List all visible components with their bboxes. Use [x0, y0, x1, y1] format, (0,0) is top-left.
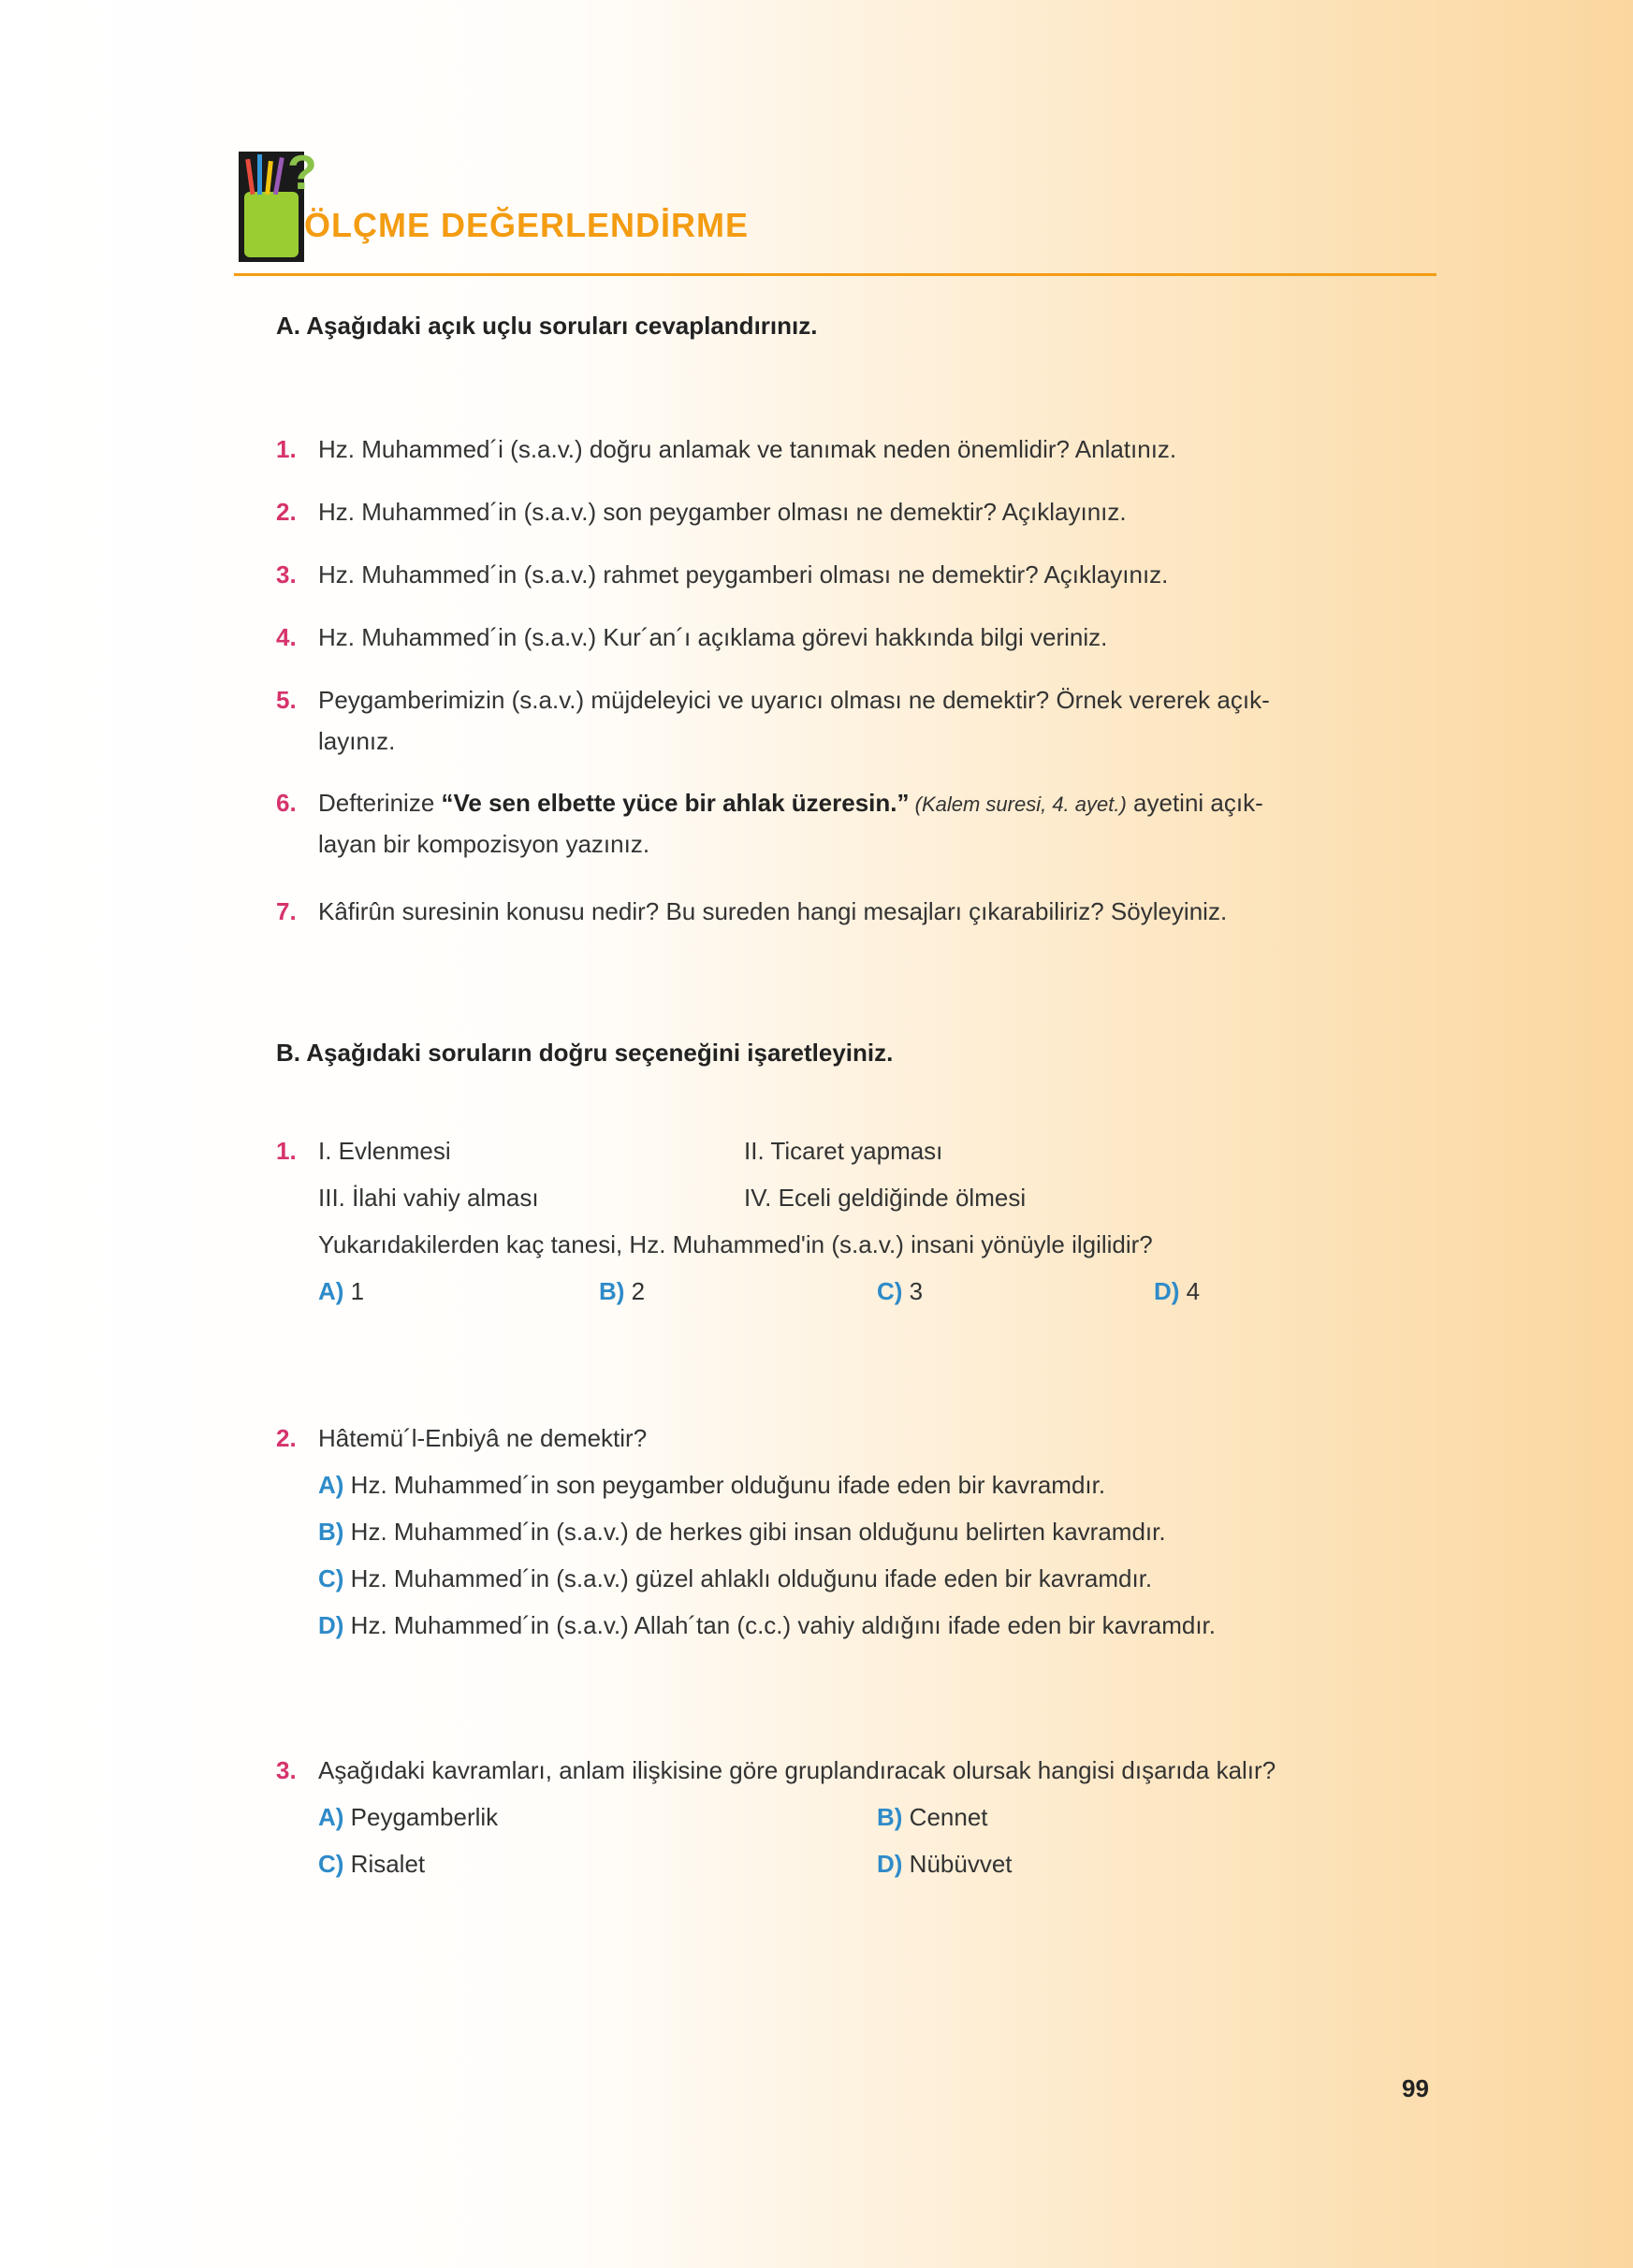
question-stem: Aşağıdaki kavramları, anlam ilişkisine göre gruplandıracak olursak hangisi dışarıda kalır?: [318, 1756, 1276, 1784]
question-text: Hz. Muhammed´in (s.a.v.) son peygamber olması ne demektir? Açıklayınız.: [318, 498, 1127, 526]
question-number: 3.: [276, 1756, 297, 1784]
premise-item: II. Ticaret yapması: [744, 1137, 943, 1165]
question-b3: [276, 1750, 1455, 1890]
question-number: 1.: [276, 435, 297, 463]
question-number: 2.: [276, 498, 297, 526]
pencil-cup-question-icon: [239, 140, 317, 262]
list-item: [276, 782, 1455, 865]
premise-item: I. Evlenmesi: [318, 1137, 451, 1165]
section-a-heading: A. Aşağıdaki açık uçlu soruları cevaplandırınız.: [276, 312, 818, 340]
question-text-continued: layınız.: [318, 727, 396, 755]
question-text-continued: layan bir kompozisyon yazınız.: [318, 830, 650, 858]
question-number: 3.: [276, 560, 297, 589]
option-c[interactable]: C) Hz. Muhammed´in (s.a.v.) güzel ahlaklı olduğunu ifade eden bir kavramdır.: [318, 1564, 1153, 1592]
header-divider: [234, 273, 1436, 276]
list-item: [276, 617, 1455, 658]
option-b[interactable]: B) Cennet: [877, 1803, 988, 1831]
option-a[interactable]: A) Hz. Muhammed´in son peygamber olduğunu ifade eden bir kavramdır.: [318, 1471, 1106, 1499]
question-number: 2.: [276, 1424, 297, 1452]
question-number: 7.: [276, 897, 297, 925]
question-text-pre: Defterinize: [318, 789, 442, 817]
question-text: Hz. Muhammed´i (s.a.v.) doğru anlamak ve tanımak neden önemlidir? Anlatınız.: [318, 435, 1177, 463]
question-text: Hz. Muhammed´in (s.a.v.) rahmet peygamberi olması ne demektir? Açıklayınız.: [318, 560, 1169, 589]
question-b1: [276, 1130, 1455, 1317]
list-item: [276, 679, 1455, 762]
list-item: [276, 491, 1455, 532]
option-a[interactable]: A) Peygamberlik: [318, 1803, 499, 1831]
page-title: ÖLÇME DEĞERLENDİRME: [304, 206, 750, 244]
question-b2: [276, 1418, 1455, 1651]
svg-text:?: ?: [287, 146, 317, 200]
question-text: [318, 782, 1263, 825]
question-number: 6.: [276, 789, 297, 817]
option-b[interactable]: B) 2: [599, 1277, 646, 1305]
list-item: [276, 429, 1455, 470]
page-number: 99: [1402, 2074, 1429, 2102]
verse-reference: (Kalem suresi, 4. ayet.): [909, 792, 1127, 816]
option-c[interactable]: C) Risalet: [318, 1850, 426, 1878]
section-b-heading: B. Aşağıdaki soruların doğru seçeneğini işaretleyiniz.: [276, 1039, 894, 1067]
question-text: Hz. Muhammed´in (s.a.v.) Kur´an´ı açıklama görevi hakkında bilgi veriniz.: [318, 623, 1108, 651]
option-b[interactable]: B) Hz. Muhammed´in (s.a.v.) de herkes gibi insan olduğunu belirten kavramdır.: [318, 1518, 1166, 1546]
question-text-post: ayetini açık-: [1126, 789, 1263, 817]
premise-item: IV. Eceli geldiğinde ölmesi: [744, 1184, 1027, 1212]
option-d[interactable]: D) Nübüvvet: [877, 1850, 1013, 1878]
question-text: Peygamberimizin (s.a.v.) müjdeleyici ve uyarıcı olması ne demektir? Örnek vererek açık-: [318, 686, 1270, 714]
premise-item: III. İlahi vahiy alması: [318, 1184, 539, 1212]
option-a[interactable]: A) 1: [318, 1277, 365, 1305]
option-d[interactable]: D) Hz. Muhammed´in (s.a.v.) Allah´tan (c.c.) vahiy aldığını ifade eden bir kavramdır.: [318, 1611, 1216, 1639]
question-stem: Hâtemü´l-Enbiyâ ne demektir?: [318, 1424, 648, 1452]
list-item: [276, 891, 1455, 932]
question-number: 5.: [276, 686, 297, 714]
quoted-verse: “Ve sen elbette yüce bir ahlak üzeresin.”: [441, 789, 910, 817]
list-item: [276, 554, 1455, 595]
option-d[interactable]: D) 4: [1154, 1277, 1201, 1305]
question-stem: Yukarıdakilerden kaç tanesi, Hz. Muhammed'in (s.a.v.) insani yönüyle ilgilidir?: [318, 1230, 1153, 1258]
question-number: 1.: [276, 1137, 297, 1165]
question-number: 4.: [276, 623, 297, 651]
question-text: Kâfirûn suresinin konusu nedir? Bu sureden hangi mesajları çıkarabiliriz? Söyleyiniz.: [318, 897, 1228, 925]
option-c[interactable]: C) 3: [877, 1277, 924, 1305]
